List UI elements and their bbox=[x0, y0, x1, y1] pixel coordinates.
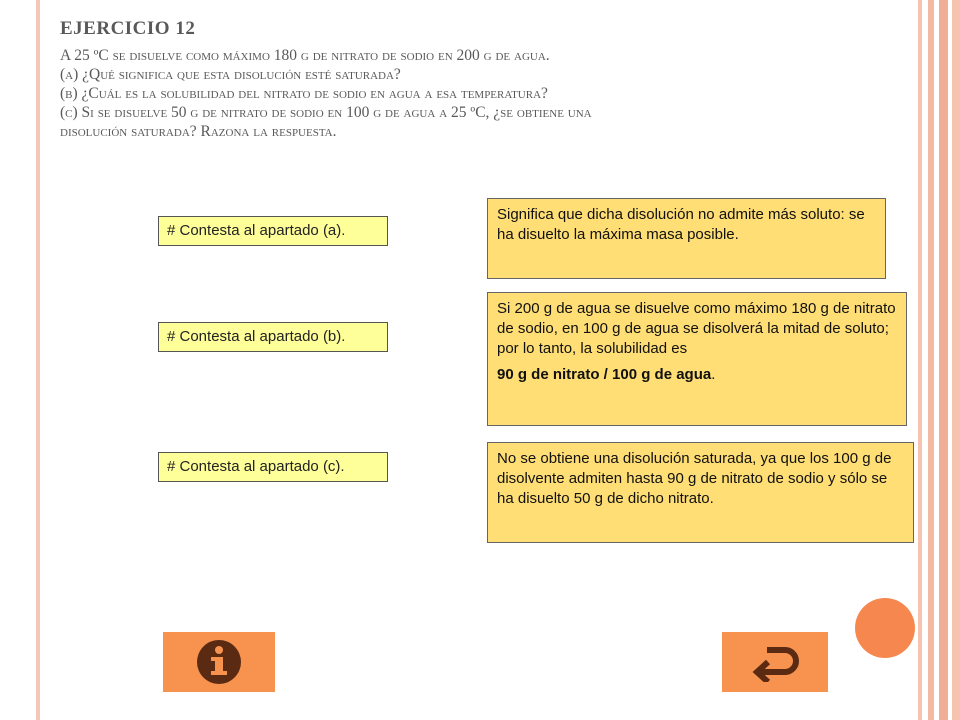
return-button[interactable] bbox=[722, 632, 828, 692]
answer-a-text: Significa que dicha disolución no admite más soluto: se ha disuelto la máxima masa posible. bbox=[497, 206, 865, 243]
question-c-text-continued: disolución saturada? Razona la respuesta. bbox=[60, 123, 337, 140]
exercise-header bbox=[60, 18, 860, 141]
answer-box-a bbox=[487, 198, 886, 279]
answer-box-b bbox=[487, 292, 907, 426]
answer-prompt-b[interactable]: # Contesta al apartado (b). bbox=[158, 322, 388, 352]
statement-line: A 25 ºC se disuelve como máximo 180 g de nitrato de sodio en 200 g de agua. bbox=[60, 47, 550, 64]
question-c-text: (c) Si se disuelve 50 g de nitrato de sodio en 100 g de agua a 25 ºC, ¿se obtiene una bbox=[60, 104, 592, 121]
answer-b-text: Si 200 g de agua se disuelve como máximo 180 g de nitrato de sodio, en 100 g de agua se disolverá la mitad de soluto; por lo tanto, la solubilidad es bbox=[497, 300, 896, 357]
exercise-title: EJERCICIO 12 bbox=[60, 18, 196, 39]
answer-box-c bbox=[487, 442, 914, 543]
info-icon bbox=[196, 639, 242, 685]
answer-prompt-a[interactable]: # Contesta al apartado (a). bbox=[158, 216, 388, 246]
answer-c-text: No se obtiene una disolución saturada, ya que los 100 g de disolvente admiten hasta 90 g de nitrato de sodio y sólo se ha disuelto 50 g de dicho nitrato. bbox=[497, 450, 892, 507]
info-button[interactable] bbox=[163, 632, 275, 692]
question-a-text: (a) ¿Qué significa que esta disolución esté saturada? bbox=[60, 66, 401, 83]
return-arrow-icon bbox=[751, 642, 799, 682]
answer-b-period: . bbox=[711, 366, 716, 383]
left-border-decoration bbox=[0, 0, 40, 720]
decorative-circle bbox=[855, 598, 915, 658]
answer-prompt-c[interactable]: # Contesta al apartado (c). bbox=[158, 452, 388, 482]
right-stripes-decoration bbox=[918, 0, 960, 720]
question-b-text: (b) ¿Cuál es la solubilidad del nitrato de sodio en agua a esa temperatura? bbox=[60, 85, 548, 102]
answer-b-result bbox=[497, 365, 897, 385]
answer-b-bold: 90 g de nitrato / 100 g de agua bbox=[497, 366, 712, 383]
